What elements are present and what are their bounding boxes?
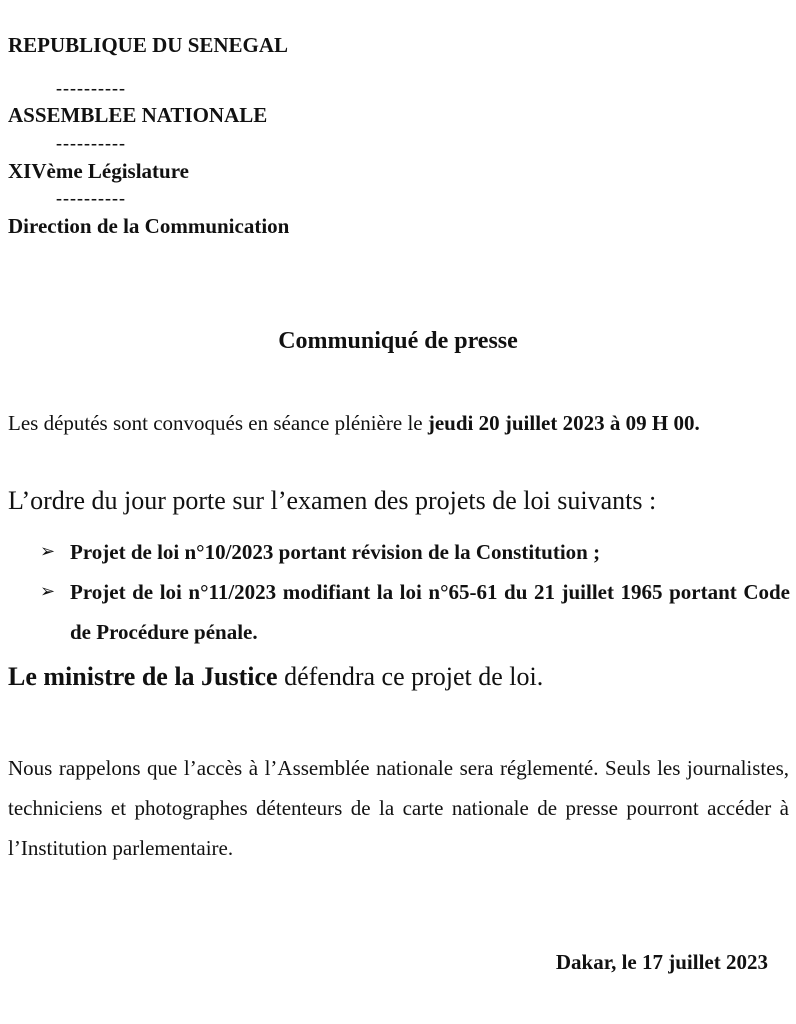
access-notice: Nous rappelons que l’accès à l’Assemblée nationale sera réglementé. Seuls les journalistes, techniciens et photographes détenteurs de la carte nationale de presse pourront accéder à l’Institution parlementaire. (8, 756, 789, 860)
signoff-date: Dakar, le 17 juillet 2023 (555, 950, 768, 974)
separator-2: ---------- (56, 133, 126, 153)
list-item (40, 572, 790, 652)
minister-bold: Le ministre de la Justice (8, 662, 278, 691)
page-title: Communiqué de presse (278, 328, 518, 354)
convocation-paragraph (8, 404, 788, 442)
arrow-bullet-icon: ➢ (40, 541, 56, 562)
convocation-text: Les députés sont convoqués en séance plénière le (8, 411, 428, 435)
arrow-bullet-icon: ➢ (40, 581, 56, 602)
list-item (40, 532, 790, 572)
institution-name: ASSEMBLEE NATIONALE (8, 103, 268, 127)
country-name: REPUBLIQUE DU SENEGAL (8, 33, 289, 57)
legislature: XIVème Législature (8, 159, 189, 183)
agenda-intro: L’ordre du jour porte sur l’examen des projets de loi suivants : (8, 486, 657, 515)
agenda-list (40, 532, 790, 652)
separator-1: ---------- (56, 78, 126, 98)
agenda-item-1: Projet de loi n°10/2023 portant révision de la Constitution ; (70, 540, 601, 564)
separator-3: ---------- (56, 188, 126, 208)
minister-paragraph (8, 660, 788, 694)
convocation-date: jeudi 20 juillet 2023 à 09 H 00. (427, 411, 700, 435)
agenda-item-2: Projet de loi n°11/2023 modifiant la loi n°65-61 du 21 juillet 1965 portant Code de Procédure pénale. (70, 580, 790, 644)
minister-rest: défendra ce projet de loi. (277, 662, 544, 691)
direction-name: Direction de la Communication (8, 214, 290, 238)
